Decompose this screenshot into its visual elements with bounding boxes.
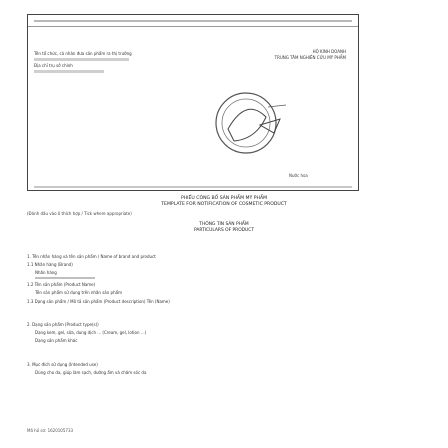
document-header-box (27, 14, 359, 191)
section-heading-vn: THÔNG TIN SẢN PHẨM (199, 222, 249, 227)
item-2-value: Dạng kem, gel, sữa, dung dịch ... (Cream, gel, lotion ...) (35, 330, 147, 335)
item-2: 2. Dạng sản phẩm (Product type(s)) (27, 322, 99, 327)
title-en: TEMPLATE FOR NOTIFICATION OF COSMETIC PRODUCT (161, 202, 287, 207)
item-1: 1. Tên nhãn hàng và tên sản phẩm / Name of brand and product (27, 254, 156, 259)
header-top-rule (28, 15, 358, 27)
header-right-line2: TRUNG TÂM NGHIÊN CỨU MỸ PHẨM (274, 55, 346, 60)
header-bottom-rule (34, 186, 352, 188)
instruction-note: (Đánh dấu vào ô thích hợp / Tick where appropriate) (27, 211, 132, 216)
section-heading-en: PARTICULARS OF PRODUCT (193, 228, 254, 233)
item-1-1: 1.1 Nhãn hàng (Brand) (27, 262, 73, 267)
item-1-2-value: Tên sản phẩm sử dụng trên nhãn sản phẩm (35, 290, 122, 295)
title-vn: PHIẾU CÔNG BỐ SẢN PHẨM MỸ PHẨM (180, 196, 268, 201)
document-title (0, 196, 448, 208)
item-1-2: 1.2 Tên sản phẩm (Product Name) (27, 282, 96, 287)
item-2-sub: Dạng sản phẩm khác (35, 338, 78, 343)
header-left-line1: Tên tổ chức, cá nhân đưa sản phẩm ra thị trường (34, 51, 132, 56)
item-3: 3. Mục đích sử dụng (Intended use) (27, 362, 98, 367)
header-left-line2: Địa chỉ trụ sở chính (34, 63, 73, 68)
item-1-3: 1.3 Dạng sản phẩm / Mô tả sản phẩm (Product description) Tên (Name) (27, 299, 170, 304)
seal-logo-icon (198, 77, 298, 177)
header-left-block (34, 51, 184, 75)
item-1-1-value: Nhãn hàng (35, 270, 57, 275)
header-right-line1: HỘ KINH DOANH (312, 49, 346, 54)
header-right-block (275, 49, 346, 61)
item-3-value: Dùng cho da, giúp làm sạch, dưỡng ẩm và chăm sóc da (35, 370, 147, 375)
logo-caption: Nước hoa (289, 173, 308, 178)
section-heading (0, 222, 448, 234)
document-footer: Mã hồ sơ: 1620105733 (27, 428, 74, 433)
